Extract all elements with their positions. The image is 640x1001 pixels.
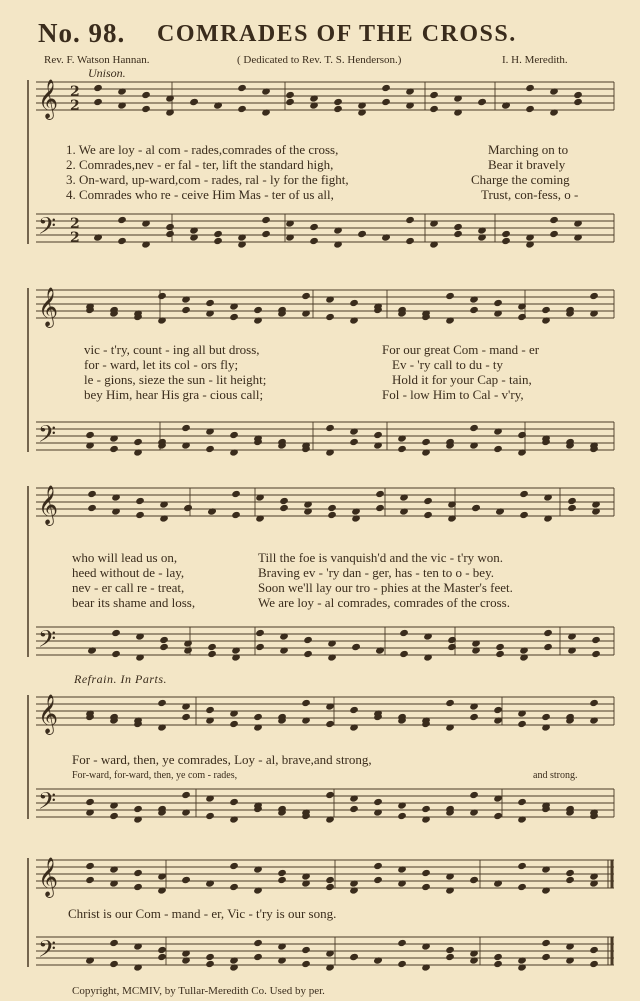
dedication: ( Dedicated to Rev. T. S. Henderson.) bbox=[237, 54, 402, 66]
note-head bbox=[205, 960, 215, 968]
svg-text:𝄢: 𝄢 bbox=[38, 787, 57, 820]
words-credit: Rev. F. Watson Hannan. bbox=[44, 54, 150, 66]
note-head bbox=[349, 706, 359, 714]
note-head bbox=[183, 504, 193, 512]
note-head bbox=[373, 798, 383, 806]
note-head bbox=[261, 230, 271, 238]
note-head bbox=[309, 223, 319, 231]
refrain-marking: Refrain. In Parts. bbox=[74, 672, 167, 686]
note-head bbox=[253, 713, 263, 721]
note-head bbox=[109, 812, 119, 820]
note-head bbox=[501, 230, 511, 238]
note-head bbox=[519, 511, 529, 519]
note-head bbox=[213, 237, 223, 245]
note-head bbox=[405, 237, 415, 245]
note-head bbox=[109, 960, 119, 968]
note-head bbox=[589, 699, 599, 707]
note-head bbox=[517, 883, 527, 891]
note-head bbox=[237, 105, 247, 113]
note-head bbox=[301, 699, 311, 707]
music-credit: I. H. Meredith. bbox=[502, 54, 568, 66]
note-head bbox=[133, 869, 143, 877]
note-head bbox=[423, 497, 433, 505]
note-head bbox=[357, 230, 367, 238]
note-head bbox=[93, 84, 103, 92]
note-head bbox=[87, 490, 97, 498]
note-head bbox=[397, 939, 407, 947]
note-head bbox=[111, 629, 121, 637]
note-head bbox=[325, 791, 335, 799]
note-head bbox=[573, 91, 583, 99]
note-head bbox=[495, 650, 505, 658]
note-head bbox=[549, 216, 559, 224]
note-heads bbox=[85, 84, 601, 972]
note-head bbox=[181, 713, 191, 721]
note-head bbox=[397, 445, 407, 453]
note-head bbox=[325, 883, 335, 891]
note-head bbox=[381, 84, 391, 92]
note-head bbox=[157, 953, 167, 961]
note-head bbox=[253, 953, 263, 961]
svg-text:𝄢: 𝄢 bbox=[38, 935, 57, 968]
note-head bbox=[405, 216, 415, 224]
note-head bbox=[493, 706, 503, 714]
note-head bbox=[325, 424, 335, 432]
bass-clef-icon: 𝄢 bbox=[38, 212, 57, 245]
note-head bbox=[205, 706, 215, 714]
note-head bbox=[303, 650, 313, 658]
note-head bbox=[349, 953, 359, 961]
note-head bbox=[181, 424, 191, 432]
note-head bbox=[229, 862, 239, 870]
note-head bbox=[421, 869, 431, 877]
note-head bbox=[567, 497, 577, 505]
note-head bbox=[399, 650, 409, 658]
note-head bbox=[229, 883, 239, 891]
note-head bbox=[421, 805, 431, 813]
note-head bbox=[445, 699, 455, 707]
note-head bbox=[229, 720, 239, 728]
note-head bbox=[165, 223, 175, 231]
note-head bbox=[255, 629, 265, 637]
note-head bbox=[469, 876, 479, 884]
note-head bbox=[85, 862, 95, 870]
note-head bbox=[477, 98, 487, 106]
note-head bbox=[111, 650, 121, 658]
note-head bbox=[549, 230, 559, 238]
note-head bbox=[421, 883, 431, 891]
note-head bbox=[117, 216, 127, 224]
note-head bbox=[333, 105, 343, 113]
note-head bbox=[525, 105, 535, 113]
note-head bbox=[141, 105, 151, 113]
note-head bbox=[301, 292, 311, 300]
note-head bbox=[421, 438, 431, 446]
note-head bbox=[205, 445, 215, 453]
note-head bbox=[373, 862, 383, 870]
note-head bbox=[373, 431, 383, 439]
note-head bbox=[133, 883, 143, 891]
note-head bbox=[207, 643, 217, 651]
note-head bbox=[253, 939, 263, 947]
note-head bbox=[165, 230, 175, 238]
note-head bbox=[87, 504, 97, 512]
note-head bbox=[541, 953, 551, 961]
note-head bbox=[373, 876, 383, 884]
copyright-footer: Copyright, MCMIV, by Tullar-Meredith Co. Used by per. bbox=[72, 985, 325, 997]
note-head bbox=[501, 237, 511, 245]
note-head bbox=[397, 812, 407, 820]
svg-text:2: 2 bbox=[70, 84, 80, 100]
note-head bbox=[229, 798, 239, 806]
note-head bbox=[135, 511, 145, 519]
note-head bbox=[589, 960, 599, 968]
note-head bbox=[205, 812, 215, 820]
note-head bbox=[423, 511, 433, 519]
treble-clef-icon: 𝄞 bbox=[38, 79, 59, 119]
note-head bbox=[327, 504, 337, 512]
note-head bbox=[445, 292, 455, 300]
note-head bbox=[469, 424, 479, 432]
note-head bbox=[565, 869, 575, 877]
note-head bbox=[157, 292, 167, 300]
refrain-bass-line: For-ward, for-ward, then, ye com - rades, bbox=[72, 770, 238, 781]
note-head bbox=[277, 876, 287, 884]
svg-text:2: 2 bbox=[70, 216, 80, 232]
note-head bbox=[325, 720, 335, 728]
note-head bbox=[445, 946, 455, 954]
note-head bbox=[541, 939, 551, 947]
note-head bbox=[117, 237, 127, 245]
note-head bbox=[399, 629, 409, 637]
note-head bbox=[381, 98, 391, 106]
note-head bbox=[493, 960, 503, 968]
note-head bbox=[159, 643, 169, 651]
note-head bbox=[429, 91, 439, 99]
note-head bbox=[85, 876, 95, 884]
note-head bbox=[213, 230, 223, 238]
note-head bbox=[589, 946, 599, 954]
note-head bbox=[231, 490, 241, 498]
note-head bbox=[85, 431, 95, 439]
note-head bbox=[309, 237, 319, 245]
note-head bbox=[397, 960, 407, 968]
note-head bbox=[591, 650, 601, 658]
svg-text:𝄞: 𝄞 bbox=[38, 694, 59, 734]
note-head bbox=[207, 650, 217, 658]
note-head bbox=[181, 306, 191, 314]
note-head bbox=[589, 292, 599, 300]
note-head bbox=[301, 946, 311, 954]
note-head bbox=[469, 791, 479, 799]
note-head bbox=[541, 306, 551, 314]
note-head bbox=[349, 805, 359, 813]
note-head bbox=[429, 105, 439, 113]
note-head bbox=[157, 699, 167, 707]
note-head bbox=[493, 445, 503, 453]
note-head bbox=[543, 629, 553, 637]
unison-marking: Unison. bbox=[88, 66, 126, 80]
svg-text:2: 2 bbox=[70, 230, 80, 246]
note-head bbox=[327, 511, 337, 519]
note-head bbox=[277, 869, 287, 877]
note-head bbox=[349, 438, 359, 446]
note-head bbox=[325, 313, 335, 321]
note-head bbox=[205, 953, 215, 961]
note-head bbox=[205, 299, 215, 307]
refrain-line-2: Christ is our Com - mand - er, Vic - t'ry is our song. bbox=[68, 906, 337, 921]
note-head bbox=[517, 862, 527, 870]
note-head bbox=[453, 230, 463, 238]
note-head bbox=[541, 713, 551, 721]
note-head bbox=[495, 643, 505, 651]
note-head bbox=[229, 431, 239, 439]
note-head bbox=[351, 643, 361, 651]
svg-text:𝄢: 𝄢 bbox=[38, 625, 57, 658]
svg-text:2: 2 bbox=[70, 98, 80, 114]
svg-text:𝄞: 𝄞 bbox=[38, 287, 59, 327]
note-head bbox=[253, 306, 263, 314]
note-head bbox=[493, 299, 503, 307]
note-head bbox=[543, 643, 553, 651]
note-head bbox=[517, 720, 527, 728]
note-head bbox=[301, 960, 311, 968]
note-head bbox=[181, 791, 191, 799]
note-head bbox=[157, 946, 167, 954]
note-head bbox=[141, 91, 151, 99]
svg-text:𝄞: 𝄞 bbox=[38, 857, 59, 897]
note-head bbox=[517, 798, 527, 806]
note-head bbox=[493, 812, 503, 820]
svg-text:𝄢: 𝄢 bbox=[38, 420, 57, 453]
hymn-title: COMRADES OF THE CROSS. bbox=[157, 21, 517, 47]
note-head bbox=[349, 299, 359, 307]
hymn-number: No. 98. bbox=[38, 18, 126, 48]
note-head bbox=[471, 504, 481, 512]
refrain-line-1: For - ward, then, ye comrades, Loy - al, brave,and strong, bbox=[72, 752, 372, 767]
note-head bbox=[189, 98, 199, 106]
note-head bbox=[567, 504, 577, 512]
note-head bbox=[85, 798, 95, 806]
svg-text:𝄞: 𝄞 bbox=[38, 485, 59, 525]
note-head bbox=[325, 876, 335, 884]
note-head bbox=[229, 313, 239, 321]
note-head bbox=[375, 504, 385, 512]
note-head bbox=[573, 98, 583, 106]
note-head bbox=[237, 84, 247, 92]
note-head bbox=[133, 805, 143, 813]
note-head bbox=[261, 216, 271, 224]
note-head bbox=[453, 223, 463, 231]
note-head bbox=[333, 98, 343, 106]
note-head bbox=[285, 98, 295, 106]
note-head bbox=[255, 643, 265, 651]
note-head bbox=[303, 636, 313, 644]
note-head bbox=[109, 939, 119, 947]
note-head bbox=[519, 490, 529, 498]
note-head bbox=[181, 876, 191, 884]
note-head bbox=[109, 445, 119, 453]
note-head bbox=[493, 953, 503, 961]
note-head bbox=[93, 98, 103, 106]
note-head bbox=[231, 511, 241, 519]
refrain-bass-end: and strong. bbox=[533, 770, 578, 781]
note-head bbox=[135, 497, 145, 505]
note-head bbox=[469, 306, 479, 314]
note-head bbox=[279, 497, 289, 505]
note-head bbox=[565, 876, 575, 884]
note-head bbox=[445, 953, 455, 961]
note-head bbox=[469, 713, 479, 721]
note-head bbox=[375, 490, 385, 498]
note-head bbox=[591, 636, 601, 644]
note-head bbox=[285, 91, 295, 99]
note-head bbox=[159, 636, 169, 644]
note-head bbox=[279, 504, 289, 512]
note-head bbox=[133, 438, 143, 446]
note-head bbox=[525, 84, 535, 92]
